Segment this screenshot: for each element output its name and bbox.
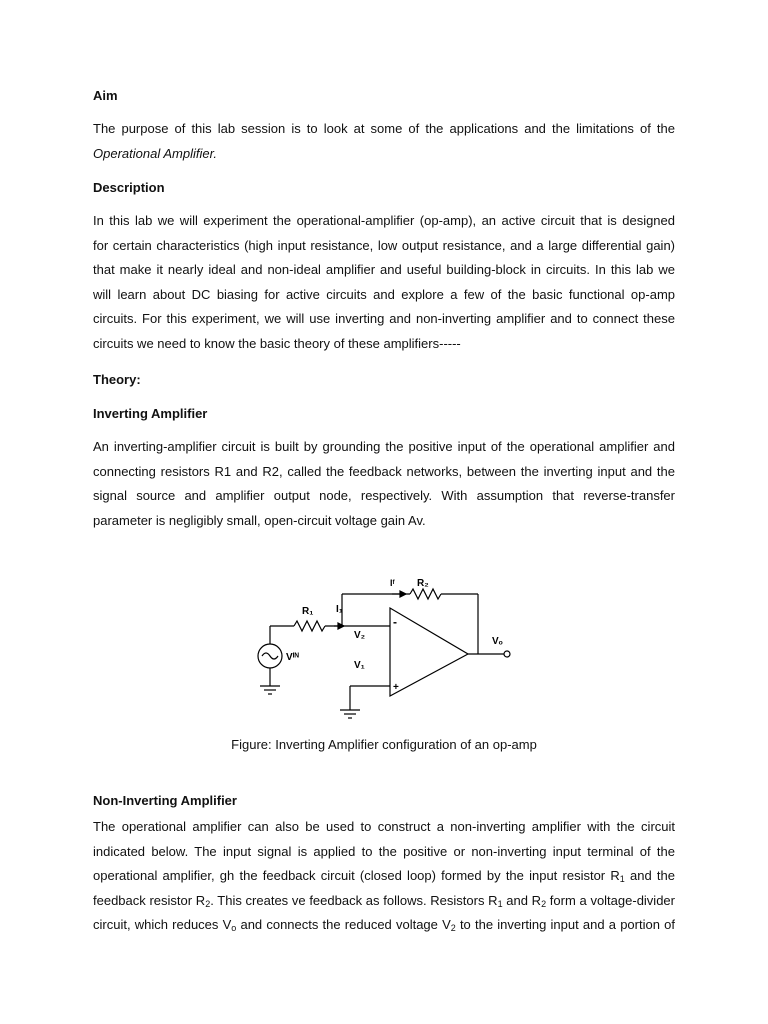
aim-heading: Aim [93, 88, 118, 103]
vo-label: Vₒ [492, 636, 503, 647]
noninverting-paragraph [93, 815, 675, 938]
description-line: In this lab we will experiment the operational-amplifier (op-amp), an active circuit that is designed [93, 213, 675, 228]
v2-label: V₂ [354, 630, 366, 641]
noninverting-line: The operational amplifier can also be used to construct a non-inverting amplifier with the circuit [93, 819, 675, 834]
description-line: will learn about DC biasing for active circuits and explore a few of the basic functional op-amp [93, 286, 675, 302]
inverting-amplifier-figure [250, 568, 530, 728]
opamp-triangle [390, 608, 468, 696]
description-line: for certain characteristics (high input resistance, low output resistance, and a large differential gain) [93, 237, 675, 253]
minus-label: - [393, 615, 397, 629]
figure-caption: Figure: Inverting Amplifier configuration of an op-amp [231, 737, 537, 752]
noninverting-heading: Non-Inverting Amplifier [93, 793, 237, 808]
vin-label: Vᴵᴺ [286, 652, 299, 663]
description-line: circuits. For this experiment, we will use inverting and non-inverting amplifier and to connect these [93, 311, 675, 326]
noninverting-line: circuit, which reduces $V_o$ and connects the reduced voltage $V_2$ to the inverting input and a portion of [93, 917, 675, 933]
plus-label: + [393, 682, 399, 693]
r2-label: R₂ [417, 578, 429, 589]
if-label: Iᶠ [390, 578, 395, 588]
aim-line-2: Operational Amplifier. [93, 145, 218, 161]
output-terminal [504, 651, 510, 657]
noninverting-line: indicated below. The input signal is applied to the positive or non-inverting input terminal of the [93, 843, 675, 859]
inverting-line: An inverting-amplifier circuit is built by grounding the positive input of the operational amplifier and [93, 439, 675, 454]
description-line: circuits we need to know the basic theory of these amplifiers----- [93, 335, 461, 351]
aim-paragraph [93, 117, 675, 166]
noninverting-line: feedback resistor $R_2$. This creates ve feedback as follows. Resistors $R_1$ and $R_2$ form a voltage-divider [93, 892, 675, 909]
description-paragraph [93, 209, 675, 356]
aim-line-1: The purpose of this lab session is to look at some of the applications and the limitations of the [93, 121, 675, 136]
inverting-heading: Inverting Amplifier [93, 406, 208, 421]
inverting-line: parameter is negligibly small, open-circuit voltage gain Av. [93, 512, 426, 528]
r1-resistor [294, 621, 325, 631]
description-line: that make it nearly ideal and non-ideal amplifier and useful building-block in circuits. In this lab we [93, 262, 675, 277]
theory-heading: Theory: [93, 372, 141, 387]
noninverting-line: operational amplifier, gh the feedback circuit (closed loop) formed by the input resistor $R_1$ and the [93, 868, 675, 884]
r1-label: R₁ [302, 606, 314, 617]
v1-label: V₁ [354, 660, 365, 671]
i1-label: I₁ [336, 604, 343, 615]
inverting-line: connecting resistors R1 and R2, called the feedback networks, between the inverting input and the [93, 463, 675, 479]
circuit-diagram [250, 568, 530, 728]
inverting-line: signal source and amplifier output node, respectively. With assumption that reverse-transfer [93, 488, 675, 503]
inverting-paragraph [93, 435, 675, 533]
ac-wave-icon [262, 653, 278, 659]
description-heading: Description [93, 180, 165, 195]
if-arrow [400, 591, 406, 597]
i1-arrow [338, 623, 344, 629]
r2-resistor [410, 589, 441, 599]
